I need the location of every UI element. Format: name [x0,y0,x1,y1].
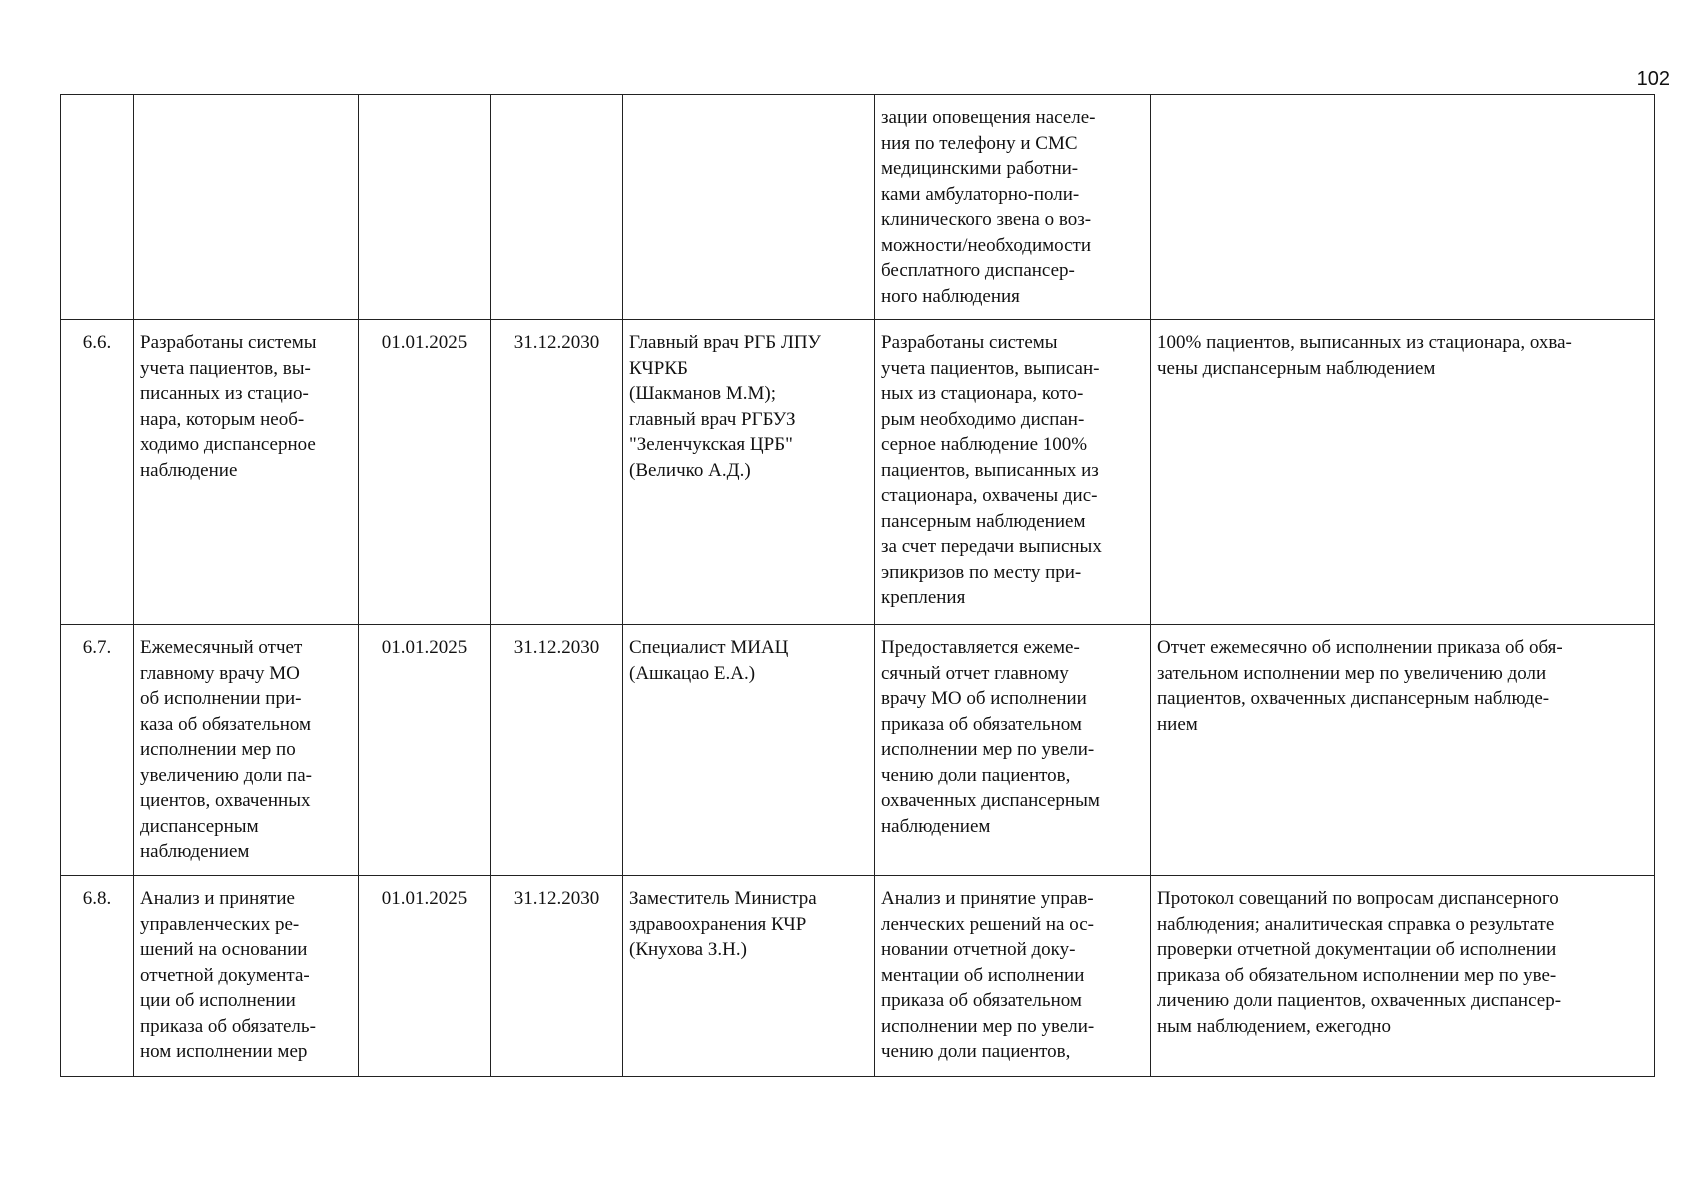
end-date [491,95,623,320]
item-number: 6.8. [61,876,134,1077]
start-date: 01.01.2025 [359,876,491,1077]
result-cell: 100% пациентов, выписанных из стационара, охва- чены диспансерным наблюдением [1151,320,1655,625]
result-cell: Отчет ежемесячно об исполнении приказа об обя- зательном исполнении мер по увеличению доли пациентов, охваченных диспансерным наблюде- нием [1151,625,1655,876]
table-row [61,876,1655,1077]
table-row [61,625,1655,876]
page-number: 102 [1636,68,1670,90]
start-date [359,95,491,320]
item-number: 6.6. [61,320,134,625]
responsible-cell: Заместитель Министра здравоохранения КЧР (Кнухова З.Н.) [623,876,875,1077]
description-cell: Разработаны системы учета пациентов, выписан- ных из стационара, кото- рым необходимо диспан- серное наблюдение 100% пациентов, выписанных из стационара, охвачены дис- пансерным наблюдением за счет передачи выписных эпикризов по месту при- крепления [875,320,1151,625]
event-cell [134,95,359,320]
result-cell [1151,95,1655,320]
event-cell: Ежемесячный отчет главному врачу МО об исполнении при- каза об обязательном исполнении мер по увеличению доли па- циентов, охваченных диспансерным наблюдением [134,625,359,876]
item-number [61,95,134,320]
event-cell: Разработаны системы учета пациентов, вы- писанных из стацио- нара, которым необ- ходимо диспансерное наблюдение [134,320,359,625]
end-date: 31.12.2030 [491,625,623,876]
description-cell: Предоставляется ежеме- сячный отчет главному врачу МО об исполнении приказа об обязательном исполнении мер по увели- чению доли пациентов, охваченных диспансерным наблюдением [875,625,1151,876]
description-cell: зации оповещения населе- ния по телефону и СМС медицинскими работни- ками амбулаторно-поли- клинического звена о воз- можности/необходимости бесплатного диспансер- ного наблюдения [875,95,1151,320]
start-date: 01.01.2025 [359,320,491,625]
description-cell: Анализ и принятие управ- ленческих решений на ос- новании отчетной доку- ментации об исполнении приказа об обязательном исполнении мер по увели- чению доли пациентов, [875,876,1151,1077]
end-date: 31.12.2030 [491,320,623,625]
table-row [61,320,1655,625]
item-number: 6.7. [61,625,134,876]
responsible-cell [623,95,875,320]
event-cell: Анализ и принятие управленческих ре- шений на основании отчетной документа- ции об исполнении приказа об обязатель- ном исполнении мер [134,876,359,1077]
responsible-cell: Главный врач РГБ ЛПУ КЧРКБ (Шакманов М.М); главный врач РГБУЗ "Зеленчукская ЦРБ" (Величко А.Д.) [623,320,875,625]
end-date: 31.12.2030 [491,876,623,1077]
responsible-cell: Специалист МИАЦ (Ашкацао Е.А.) [623,625,875,876]
start-date: 01.01.2025 [359,625,491,876]
measures-table [60,94,1655,1077]
result-cell: Протокол совещаний по вопросам диспансерного наблюдения; аналитическая справка о результате проверки отчетной документации об исполнении приказа об обязательном исполнении мер по уве- личению доли пациентов, охваченных диспансер- ным наблюдением, ежегодно [1151,876,1655,1077]
table-row [61,95,1655,320]
